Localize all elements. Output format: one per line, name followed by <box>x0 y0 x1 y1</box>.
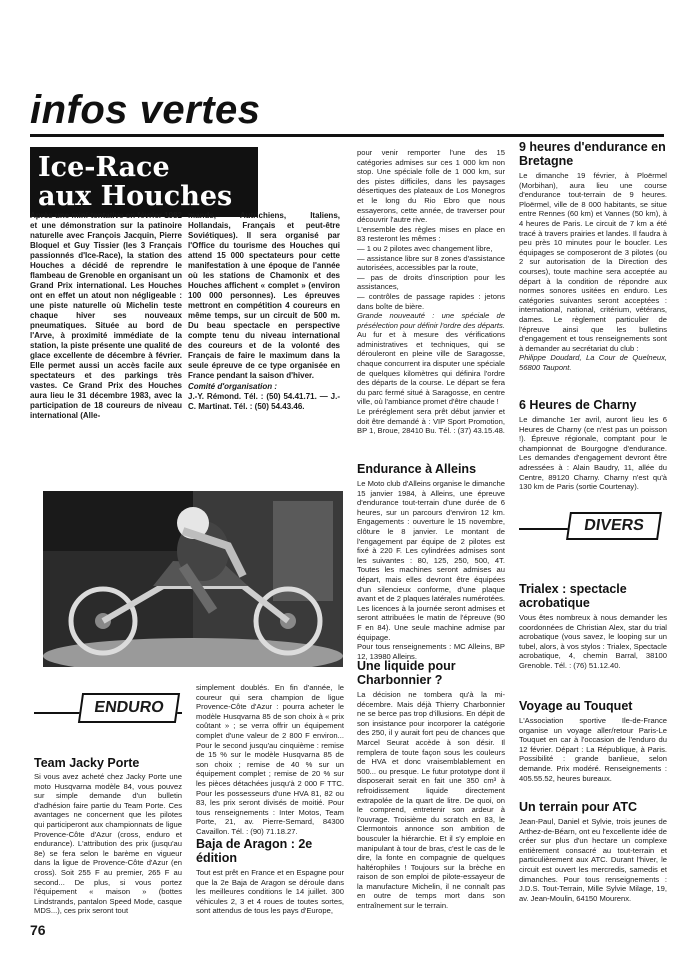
motorcycle-rider-image <box>43 491 343 667</box>
trialex-article <box>519 582 667 671</box>
baja-continued-paragraph: pour venir remporter l'une des 15 catégories admises sur ces 1 000 km non stop. Une spéciale folle de 1 000 km, sur des pistes difficiles, dans les paysages désertiques des plateaux de Los Monegros et le long du Rio Ebro que nous essayerons, cette année, de traverser pour découvrir l'autre rive. <box>357 148 505 225</box>
header-rule <box>30 134 664 137</box>
enduro-ribbon: ENDURO <box>78 693 180 723</box>
column-3-top <box>357 148 505 436</box>
ploermel-text: Le dimanche 19 février, à Ploërmel (Morbihan), aura lieu une course d'endurance tout-terrain de 9 heures. Ploërmel, ville de 8 000 habitants, se situe entre Rennes (60 km) et Vannes (50 km), à 4 heures de Paris. Le circuit de 7 km a été tracé à travers prairies et landes. Il faudra à peu près 10 minutes pour le boucler. Les équipages se composeront de 3 pilotes (ou 2 sur autorisation de la Direction des courses), toute machine sera acceptée au départ à la condition de répondre aux normes sonores usitées en enduro. Les catégories suivantes seront acceptées : international, national, critérium, vétérans, dames. Le règlement particulier de l'épreuve ainsi que les bulletins d'engagement et tous renseignements sont à demander au secrétariat du club : <box>519 171 667 353</box>
ice-race-banner <box>30 147 258 217</box>
touquet-text: L'Association sportive Ile-de-France organise un voyage aller/retour Paris-Le Touquet en car à l'occasion de l'enduro du 12 février. Départ : La République, à Paris. Possibilité : grande banlieue, selon demande. Prix modéré. Renseignements : 405.55.52, heures bureaux. <box>519 716 667 783</box>
ice-race-column-2-text: mands, Autrichiens, Italiens, Hollandais, Français et peut-être Soviétiques). Il sera organisé par l'Office du tourisme des Houches qui attend 15 000 spectateurs pour cette manifestation à une époque de l'année où les stations de Chamonix et des Houches affichent « complet » (environ 100 000 personnes). Les épreuves mettront en compétition 4 coureurs en même temps, sur un circuit de 500 m. Du beau spectacle en perspective compte tenu du niveau international des coureurs et de la volonté des Français de faire le maximum dans la seule épreuve de ce type organisée en France pendant la saison d'hiver. <box>188 211 340 380</box>
baja-rule-1: — 1 ou 2 pilotes avec changement libre, <box>357 243 493 253</box>
ice-race-title-line1: Ice-Race <box>38 152 170 183</box>
baja-rule-4: — contrôles de passage rapides : jetons dans boîte de bière. <box>357 291 505 311</box>
divers-ribbon: DIVERS <box>566 512 662 540</box>
baja-new-feature: Grande nouveauté : une spéciale de présélection pour définir l'ordre des départs. <box>357 311 505 330</box>
page-number: 76 <box>30 922 46 938</box>
touquet-title: Voyage au Touquet <box>519 699 633 713</box>
ice-race-org-text: J.-Y. Rémond. Tél. : (50) 54.41.71. — J.-C. Martinat. Tél. : (50) 54.43.46. <box>188 392 340 411</box>
atc-title: Un terrain pour ATC <box>519 800 638 814</box>
endurance-alleins-title: Endurance à Alleins <box>357 462 477 476</box>
endurance-alleins-text: Le Moto club d'Alleins organise le dimanche 15 janvier 1984, à Alleins, une épreuve d'endurance tout-terrain d'une durée de 6 heures, sur un parcours d'environ 12 km. Engagements : ouverture le 15 novembre, clôture le 8 janvier. Le montant de l'engagement par équipe de 2 pilotes est fixé à 220 F. Les cylindrées admises sont les suivantes : 80, 125, 250, 500, 4T. Toutes les machines seront admises au départ, mais elles devront être équipées d'un silencieux conforme, d'une plaque avant et de 2 plaques latérales numérotées. Les licences à la journée seront admises et seront attribuées le matin de l'épreuve (90 F en 84). Une seule machine admise par équipage. <box>357 479 505 642</box>
ice-race-photo <box>43 491 343 667</box>
team-porte-column-1: Si vous avez acheté chez Jacky Porte une moto Husqvarna modèle 84, vous pouvez sur simple demande d'un bulletin d'adhésion faire partie du Team Porte. Ces avantages ne concernent que les pilotes qui participeront aux championnats de ligue Provence-Côte d'Azur (cross, enduro et endurance). L'attribution des prix (jusqu'au 8e) se fera selon le barème en vigueur dans la ligue de Provence-Côte d'Azur (en cross). Soit 255 F au premier, 265 F au second... De plus, si vous portez l'équipement « maison » (bottes Lindstrands, pantalon Speed Mode, casque MDS...), ces prix seront tout <box>34 772 182 916</box>
baja-rule-2: — assistance libre sur 8 zones d'assistance autorisées, accessibles par la route, <box>357 253 505 273</box>
team-porte-column-2: simplement doublés. En fin d'année, le coureur qui sera champion de ligue Provence-Côte d'Azur : pourra acheter le modèle Husqvarna 85 de son choix à « prix coûtant » ; se verra offrir un équipement complet d'une valeur de 2 800 F environ... Pour le second jusqu'au cinquième : remise de 15 % sur le modèle Husqvarna 85 de son choix ; remise de 40 % sur un équipement complet ; remise de 20 % sur les pièces détachées jusqu'à 2 000 F TTC. Pour les possesseurs d'une HVA 81, 82 ou 83, les prix seront divisés de moitié. Pour tous renseignements : Inter Motos, Team Porte, 21, av. Pierre-Semard, 84300 Cavaillon. Tél. : (90) 71.18.27. <box>196 683 344 836</box>
ploermel-contact: Philippe Doudard, La Cour de Quelneux, 56800 Taupont. <box>519 353 667 372</box>
trialex-text: Vous êtes nombreux à nous demander les coordonnées de Christian Alex, star du trial acrobatique (vous savez, le looping sur un tubel, alors, à vos stylos : Trialex, Spectacle acrobatique, 4, chemin Barral, 38100 Grenoble. Tél. : (76) 51.12.40. <box>519 613 667 670</box>
charbonnier-article <box>357 659 505 911</box>
charbonnier-text: La décision ne tombera qu'à la mi-décembre. Mais déjà Thierry Charbonnier ne se berce pas trop d'illusions. En dépit de son insistance pour incorporer la catégorie des 250, il y aurait fort peu de chances que Marcel Seurat accède à son désir. Il remplera de toute façon sous les couleurs de HVA et donc vraisemblablement en 500... ou presque. Le futur prototype dont il disposerait serait en fait une 350 cm³ à refroidissement liquide directement extrapolée de la quart de litre. De quoi, on le comprend, entretenir son ardeur à l'ouvrage. Troisième du scratch en 83, le Clermontois annonce son ambition de bousculer la hiérarchie. Et il s'y emploie en manipulant à tour de bras, c'est le cas de le dire, la fonte en compagnie de quelques haltérophiles ! Toujours sur la brèche en raison de son emploi de pilote-essayeur de la manufacture Michelin, il ne connaît pas en outre de temps mort dans son entraînement sur le terrain. <box>357 690 505 911</box>
team-porte-title: Team Jacky Porte <box>34 756 140 770</box>
touquet-article <box>519 699 667 783</box>
endurance-alleins-article <box>357 462 505 661</box>
baja-rules-intro: L'ensemble des règles mises en place en 83 resteront les mêmes : <box>357 224 505 244</box>
baja-contact: Le préréglement sera prêt début janvier et doit être demandé à : VIP Sport Promotion, BP 1, Broue, 28410 Bu. Tél. : (37) 43.15.48. <box>357 407 505 436</box>
baja-title: Baja de Aragon : 2e édition <box>196 837 313 865</box>
ice-race-title-line2: aux Houches <box>38 181 233 212</box>
ice-race-org-title: Comité d'organisation : <box>188 382 278 391</box>
ploermel-article <box>519 140 667 372</box>
charny-article <box>519 398 667 492</box>
ploermel-title: 9 heures d'endurance en Bretagne <box>519 140 666 168</box>
baja-article <box>196 837 344 916</box>
trialex-title: Trialex : spectacle acrobatique <box>519 582 627 610</box>
baja-rule-3: — pas de droits d'inscription pour les assistances, <box>357 272 505 292</box>
section-header-title: infos vertes <box>30 88 261 132</box>
atc-text: Jean-Paul, Daniel et Sylvie, trois jeunes de Arthez-de-Béarn, ont eu l'excellente idée de créer sur plus d'un hectare un complexe entièrement consacré au tout-terrain et particulièrement aux ATC. Durant l'hiver, le circuit est ouvert les mercredis, samedis et dimanches. Pour tous renseignements : J.D.S. Tout-Terrain, Mille Sylvie Milage, 19, av. Jean-Moulin, 64150 Mourenx. <box>519 817 667 903</box>
charbonnier-title: Une liquide pour Charbonnier ? <box>357 659 456 687</box>
charny-title: 6 Heures de Charny <box>519 398 637 412</box>
charny-text: Le dimanche 1er avril, auront lieu les 6 Heures de Charny (ce n'est pas un poisson !). Épreuve régionale, comptant pour le championnat de Bourgogne d'endurance. Les demandes d'engagement devront être adressées à : Alain Baudry, 11, allée du Centre, 89120 Charny. Charny n'est qu'à 130 km de Paris (sortie Courtenay). <box>519 415 667 492</box>
endurance-alleins-contact: Pour tous renseignements : MC Alleins, BP 12, 13980 Alleins. <box>357 642 505 661</box>
baja-verifications: Au fur et à mesure des vérifications administratives et techniques, qui se dérouleront en pleine ville de Saragosse, chaque concurrent ira disputer une spéciale de quelques kilomètres qui définira l'ordre des départs de la course. Le départ se fera du parc fermé situé à Saragosse, en centre ville, où l'ambiance promet d'être chaude ! <box>357 330 505 407</box>
ice-race-column-1: Après une mini-tentative en février 1982 et une démonstration sur la patinoire naturelle avec François Jacquin, Pierre Bloquel et Guy Tissier (les 3 Français passionnés d'Ice-Race), la station des Houches a décidé de reprendre le flambeau de Grenoble en organisant un Grand Prix international. Les Houches ont en effet un atout non négligeable : une piste naturelle où Michelin teste chaque hiver ses nouveaux pneumatiques. Située au bord de l'Arve, à proximité immédiate de la station, la piste présente une qualité de glace excellente de décembre à février. Elle permet aussi un accès facile aux spectateurs et des parkings très vastes. Ce Grand Prix des Houches aura lieu le 31 décembre 1983, avec la participation de 18 coureurs de niveau international (Alle- <box>30 211 182 420</box>
ice-race-column-2 <box>188 211 340 412</box>
baja-text: Tout est prêt en France et en Espagne pour que la 2e Baja de Aragon se déroule dans les meilleures conditions le 14 juillet. 300 véhicules 2, 3 et 4 roues de toutes sortes, sont attendus de tous les pays d'Europe, <box>196 868 344 916</box>
atc-article <box>519 800 667 903</box>
